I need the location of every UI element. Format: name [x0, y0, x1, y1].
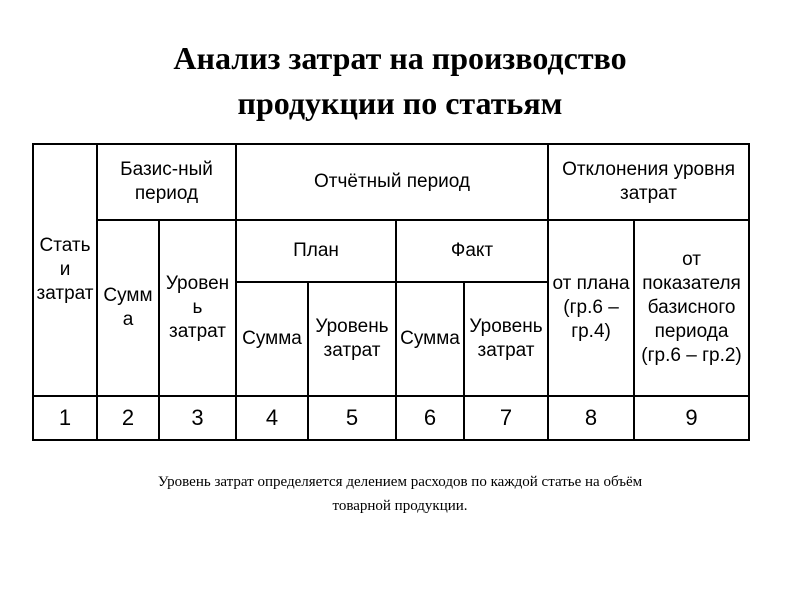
- header-fact-level: Уровень затрат: [464, 282, 548, 396]
- header-fact: Факт: [396, 220, 548, 282]
- header-cost-items: Статьи затрат: [33, 144, 97, 396]
- header-plan: План: [236, 220, 396, 282]
- column-number-3: 3: [159, 396, 236, 440]
- header-base-level: Уровень затрат: [159, 220, 236, 396]
- column-number-7: 7: [464, 396, 548, 440]
- page-title: [0, 36, 800, 126]
- header-base-period: Базис-ный период: [97, 144, 236, 220]
- footnote-line-1: Уровень затрат определяется делением расходов по каждой статье на объём: [157, 474, 643, 490]
- column-number-9: 9: [634, 396, 749, 440]
- cost-analysis-table: [32, 143, 750, 441]
- column-number-4: 4: [236, 396, 308, 440]
- header-plan-level: Уровень затрат: [308, 282, 396, 396]
- column-number-8: 8: [548, 396, 634, 440]
- header-row-1: [33, 144, 749, 220]
- footnote: [40, 470, 760, 518]
- cost-analysis-table-wrapper: [32, 143, 748, 441]
- header-report-period: Отчётный период: [236, 144, 548, 220]
- header-deviation-from-plan: от плана (гр.6 – гр.4): [548, 220, 634, 396]
- column-number-5: 5: [308, 396, 396, 440]
- column-number-row: [33, 396, 749, 440]
- header-deviation-from-base: от показателя базисного периода (гр.6 – гр.2): [634, 220, 749, 396]
- page-title-line-2: продукции по статьям: [237, 85, 563, 121]
- column-number-1: 1: [33, 396, 97, 440]
- footnote-line-2: товарной продукции.: [332, 498, 468, 514]
- header-base-sum: Сумма: [97, 220, 159, 396]
- header-deviations: Отклонения уровня затрат: [548, 144, 749, 220]
- page-title-line-1: Анализ затрат на производство: [173, 40, 627, 76]
- column-number-2: 2: [97, 396, 159, 440]
- header-fact-sum: Сумма: [396, 282, 464, 396]
- column-number-6: 6: [396, 396, 464, 440]
- header-plan-sum: Сумма: [236, 282, 308, 396]
- header-row-2: [33, 220, 749, 282]
